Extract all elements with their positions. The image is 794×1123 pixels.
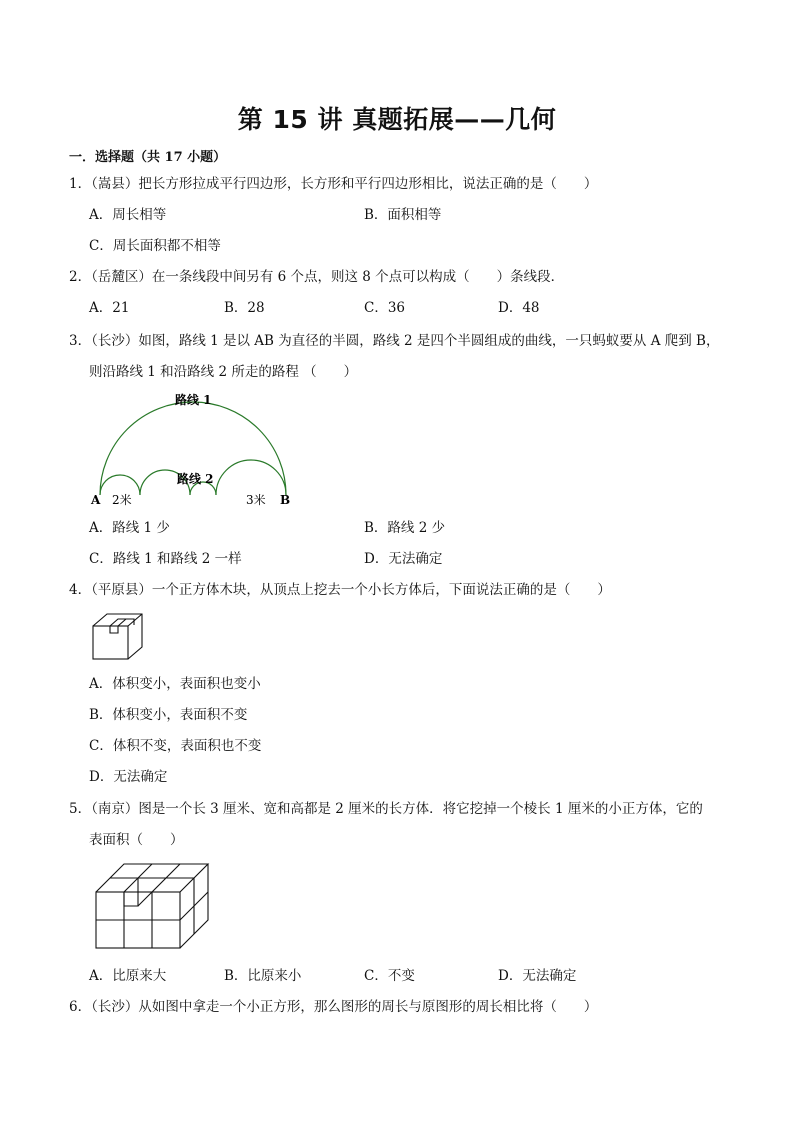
q5-option-c: C．不变 [364,968,415,984]
q3-option-a: A．路线 1 少 [89,520,170,536]
route-2-arc-1 [100,475,140,495]
q2-option-d: D．48 [498,300,540,316]
q2-option-c: C．36 [364,300,406,316]
q1-option-c: C．周长面积都不相等 [89,238,221,254]
left-length-label: 2米 [112,493,132,507]
q4-option-a: A．体积变小，表面积也变小 [89,676,261,692]
question-3-stem-line1: 3．（长沙）如图，路线 1 是以 AB 为直径的半圆，路线 2 是四个半圆组成的曲线，一只蚂蚁要从 A 爬到 B， [69,333,720,349]
q3-option-b: B．路线 2 少 [364,520,446,536]
q1-option-a: A．周长相等 [89,207,167,223]
question-5-stem-line1: 5．（南京）图是一个长 3 厘米、宽和高都是 2 厘米的长方体．将它挖掉一个棱长 1 厘米的小正方体，它的 [69,801,703,817]
route-2-arc-4 [216,460,286,495]
question-5-stem-line2: 表面积（ ） [89,832,184,848]
question-4-stem: 4．（平原县）一个正方体木块，从顶点上挖去一个小长方体后，下面说法正确的是（ ） [69,582,611,598]
q1-option-b: B．面积相等 [364,207,442,223]
route-1-label: 路线 1 [175,393,212,407]
q5-option-d: D．无法确定 [498,968,577,984]
q4-option-c: C．体积不变，表面积也不变 [89,738,262,754]
q3-option-d: D．无法确定 [364,551,443,567]
point-a-label: A [91,493,101,507]
q4-option-d: D．无法确定 [89,769,168,785]
q5-option-a: A．比原来大 [89,968,167,984]
question-2-stem: 2．（岳麓区）在一条线段中间另有 6 个点，则这 8 个点可以构成（ ）条线段． [69,269,565,285]
q2-option-a: A．21 [89,300,130,316]
cuboid-cubes-figure [94,860,212,952]
q4-option-b: B．体积变小，表面积不变 [89,707,248,723]
q5-option-b: B．比原来小 [224,968,302,984]
route-diagram [88,388,298,513]
right-length-label: 3米 [246,493,266,507]
question-3-stem-line2: 则沿路线 1 和沿路线 2 所走的路程 （ ） [89,364,358,380]
route-2-label: 路线 2 [177,472,214,486]
q2-option-b: B．28 [224,300,265,316]
q3-option-c: C．路线 1 和路线 2 一样 [89,551,242,567]
question-1-stem: 1．（嵩县）把长方形拉成平行四边形，长方形和平行四边形相比，说法正确的是（ ） [69,176,598,192]
question-6-stem: 6．（长沙）从如图中拿走一个小正方形，那么图形的周长与原图形的周长相比将（ ） [69,999,598,1015]
section-heading: 一．选择题（共 17 小题） [69,150,227,165]
point-b-label: B [280,493,291,507]
page-title: 第 15 讲 真题拓展——几何 [237,105,557,134]
cube-with-notch-figure [90,611,146,663]
